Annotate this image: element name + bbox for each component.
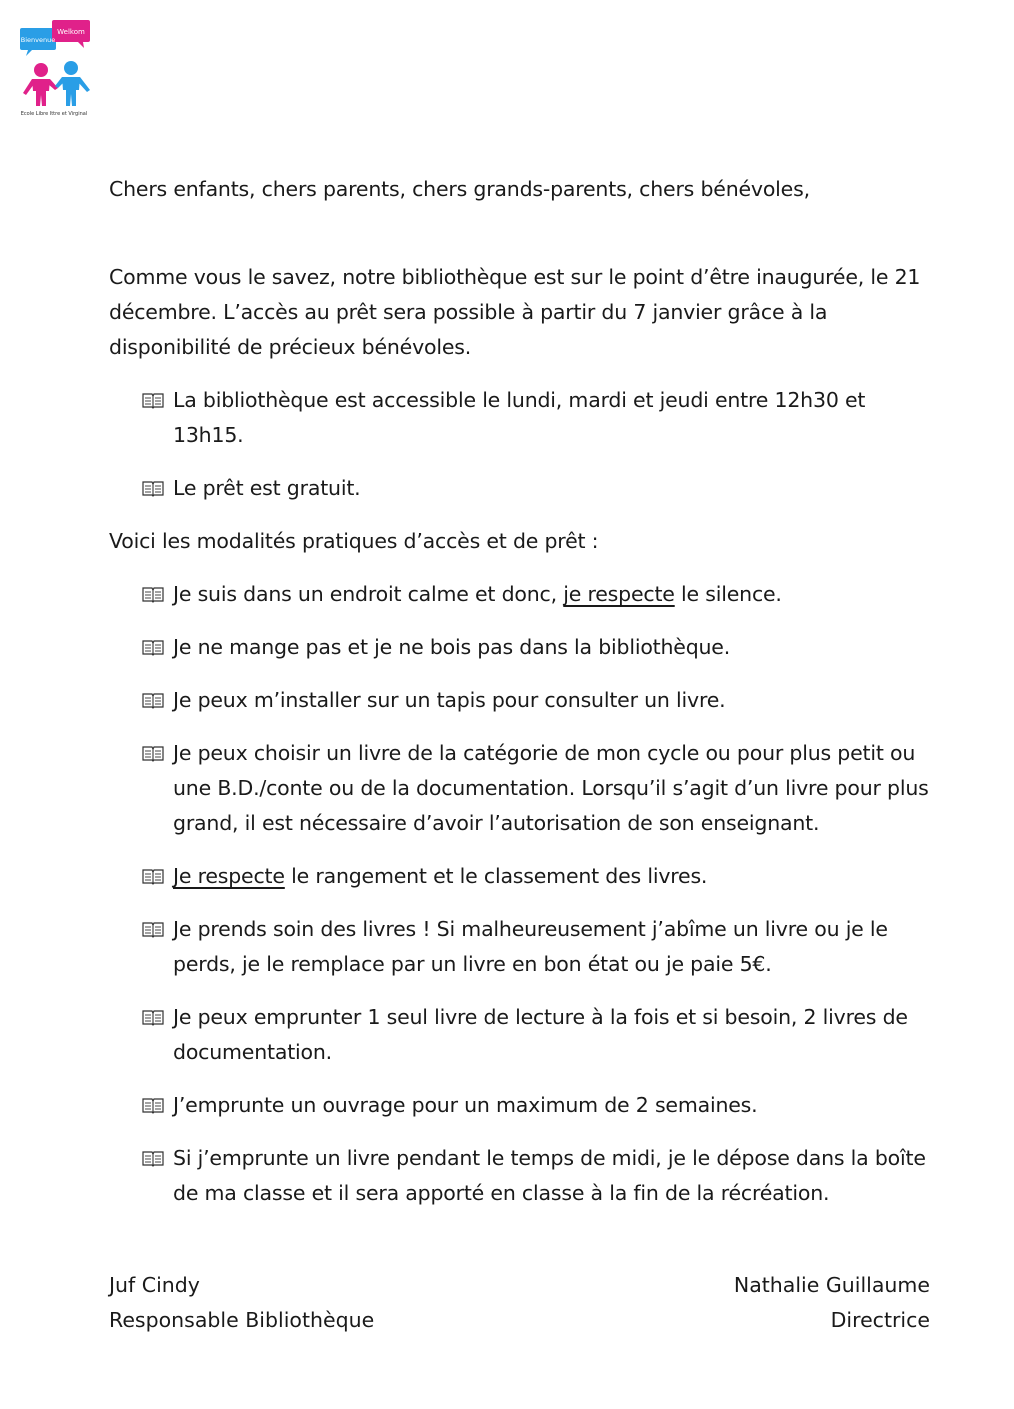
rule-3: Je peux m’installer sur un tapis pour consulter un livre. [173,688,726,712]
signature-left-role: Responsable Bibliothèque [109,1308,375,1332]
list-item [109,859,931,894]
greeting: Chers enfants, chers parents, chers grands-parents, chers bénévoles, [109,177,810,201]
list-item [109,1141,931,1211]
logo-bubble-right-text: Welkom [57,28,85,36]
logo-caption: Ecole Libre Ittre et Virginal [20,111,88,117]
rule-4: Je peux choisir un livre de la catégorie de mon cycle ou pour plus petit ou une B.D./conte ou de la documentation. Lorsqu’il s’agit d’un livre pour plus grand, il est nécessaire d’avoir l’autorisation de son enseignant. [173,741,929,835]
letter-body [109,172,931,1229]
open-book-icon [141,920,165,938]
open-book-icon [141,744,165,762]
list-item [109,1000,931,1070]
school-logo [18,18,98,118]
signature-right [734,1268,930,1338]
info-opening-hours: La bibliothèque est accessible le lundi, mardi et jeudi entre 12h30 et 13h15. [173,388,866,447]
open-book-icon [141,479,165,497]
rule-9: Si j’emprunte un livre pendant le temps de midi, je le dépose dans la boîte de ma classe et il sera apporté en classe à la fin de la récréation. [173,1146,926,1205]
rule-5-underlined: Je respecte [173,864,285,888]
open-book-icon [141,638,165,656]
rule-8: J’emprunte un ouvrage pour un maximum de 2 semaines. [173,1093,758,1117]
logo-bubble-left-text: Bienvenue [20,36,56,44]
open-book-icon [141,691,165,709]
signature-left [109,1268,374,1338]
rule-6: Je prends soin des livres ! Si malheureusement j’abîme un livre ou je le perds, je le remplace par un livre en bon état ou je paie 5€. [173,917,888,976]
info-list [109,383,931,506]
open-book-icon [141,585,165,603]
list-item [109,630,931,665]
rule-1-after: le silence. [681,582,782,606]
rule-5-after: le rangement et le classement des livres. [291,864,708,888]
list-item [109,471,931,506]
list-item [109,736,931,841]
list-item [109,383,931,453]
info-free-loan: Le prêt est gratuit. [173,476,361,500]
rule-1-underlined: je respecte [563,582,675,606]
intro-paragraph: Comme vous le savez, notre bibliothèque est sur le point d’être inaugurée, le 21 décembre. L’accès au prêt sera possible à partir du 7 janvier grâce à la disponibilité de précieux bénévoles. [109,265,921,359]
open-book-icon [141,1149,165,1167]
list-item [109,683,931,718]
rules-list [109,577,931,1211]
open-book-icon [141,391,165,409]
rule-7: Je peux emprunter 1 seul livre de lecture à la fois et si besoin, 2 livres de documentation. [173,1005,908,1064]
list-item [109,577,931,612]
rule-2: Je ne mange pas et je ne bois pas dans la bibliothèque. [173,635,731,659]
open-book-icon [141,867,165,885]
open-book-icon [141,1096,165,1114]
list-item [109,1088,931,1123]
rule-1-before: Je suis dans un endroit calme et donc, [173,582,557,606]
signature-right-role: Directrice [830,1308,930,1332]
list-item [109,912,931,982]
modalities-intro: Voici les modalités pratiques d’accès et de prêt : [109,529,599,553]
signature-right-name: Nathalie Guillaume [733,1273,930,1297]
open-book-icon [141,1008,165,1026]
signature-left-name: Juf Cindy [109,1273,200,1297]
